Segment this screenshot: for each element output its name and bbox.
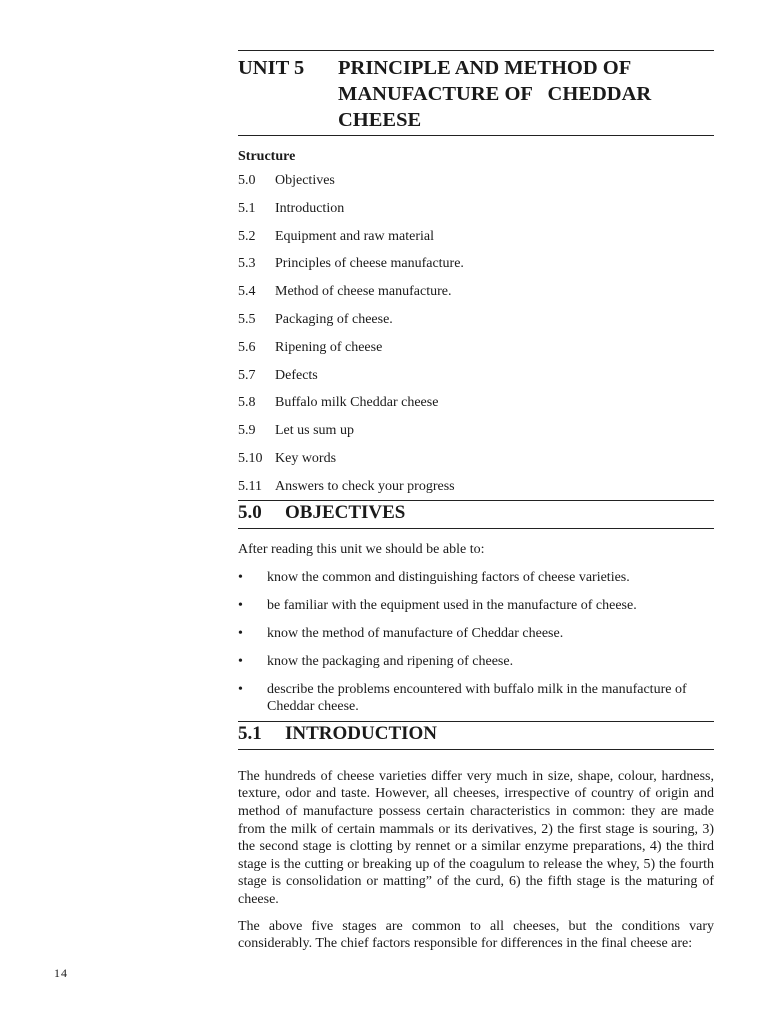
toc-number: 5.9 bbox=[238, 423, 256, 439]
toc-text: Let us sum up bbox=[275, 423, 354, 439]
bullet-icon: • bbox=[238, 681, 243, 697]
toc-item bbox=[238, 255, 714, 283]
toc-item bbox=[238, 311, 714, 339]
objective-item bbox=[238, 569, 714, 586]
section-number: 5.1 bbox=[238, 722, 262, 744]
toc-item bbox=[238, 283, 714, 311]
toc-number: 5.7 bbox=[238, 367, 256, 383]
bullet-icon: • bbox=[238, 625, 243, 641]
toc-text: Defects bbox=[275, 367, 318, 383]
toc-number: 5.10 bbox=[238, 450, 263, 466]
objectives-list bbox=[238, 569, 714, 715]
section-number: 5.0 bbox=[238, 501, 262, 523]
unit-title bbox=[338, 55, 714, 133]
objective-text: know the packaging and ripening of cheese. bbox=[267, 653, 514, 669]
toc-number: 5.8 bbox=[238, 395, 256, 411]
objective-item bbox=[238, 653, 714, 670]
toc-text: Principles of cheese manufacture. bbox=[275, 256, 464, 272]
unit-header-bottom-rule bbox=[238, 135, 714, 136]
toc-number: 5.6 bbox=[238, 339, 256, 355]
toc-number: 5.1 bbox=[238, 200, 256, 216]
toc-text: Objectives bbox=[275, 173, 335, 188]
section-bottom-rule bbox=[238, 528, 714, 529]
toc-item bbox=[238, 200, 714, 228]
section-bottom-rule bbox=[238, 749, 714, 750]
page-content bbox=[238, 50, 714, 953]
section-heading-introduction bbox=[238, 722, 714, 747]
paragraph: The above five stages are common to all cheeses, but the conditions vary considerably. The chief factors responsible for differences in the final cheese are: bbox=[238, 918, 714, 952]
unit-header bbox=[238, 51, 714, 135]
toc-item bbox=[238, 228, 714, 256]
toc-number: 5.0 bbox=[238, 173, 256, 188]
structure-heading: Structure bbox=[238, 149, 296, 164]
bullet-icon: • bbox=[238, 569, 243, 585]
objective-text: describe the problems encountered with buffalo milk in the manufacture of Cheddar cheese. bbox=[267, 681, 687, 714]
objective-text: know the common and distinguishing factors of cheese varieties. bbox=[267, 569, 630, 585]
unit-title-line: MANUFACTURE OF CHEDDAR bbox=[338, 83, 652, 105]
structure-list bbox=[238, 172, 714, 498]
objective-text: be familiar with the equipment used in the manufacture of cheese. bbox=[267, 597, 637, 613]
bullet-icon: • bbox=[238, 597, 243, 613]
introduction-body bbox=[238, 768, 714, 953]
toc-item bbox=[238, 339, 714, 367]
toc-text: Method of cheese manufacture. bbox=[275, 284, 452, 300]
toc-item bbox=[238, 422, 714, 450]
objectives-section bbox=[238, 500, 714, 529]
toc-item bbox=[238, 394, 714, 422]
toc-text: Packaging of cheese. bbox=[275, 311, 393, 327]
objective-text: know the method of manufacture of Cheddar cheese. bbox=[267, 625, 564, 641]
toc-text: Answers to check your progress bbox=[275, 478, 455, 494]
toc-number: 5.2 bbox=[238, 228, 256, 244]
toc-number: 5.5 bbox=[238, 311, 256, 327]
unit-title-line: PRINCIPLE AND METHOD OF bbox=[338, 57, 632, 79]
toc-text: Buffalo milk Cheddar cheese bbox=[275, 395, 439, 411]
toc-item bbox=[238, 367, 714, 395]
paragraph: The hundreds of cheese varieties differ very much in size, shape, colour, hardness, texture, odor and taste. However, all cheeses, irrespective of country of origin and method of manufacture possess certain characteristics in common: they are made from the milk of certain mammals or its derivatives, 2) the first stage is souring, 3) the second stage is clotting by rennet or a similar enzyme preparations, 4) the third stage is the cutting or breaking up of the coagulum to release the whey, 5) the fourth stage is consolidation or matting” of the curd, 6) the fifth stage is the maturing of cheese. bbox=[238, 768, 714, 907]
toc-number: 5.4 bbox=[238, 284, 256, 300]
page-number: 14 bbox=[54, 966, 68, 980]
toc-text: Equipment and raw material bbox=[275, 228, 434, 244]
toc-number: 5.11 bbox=[238, 478, 262, 494]
toc-item bbox=[238, 478, 714, 498]
introduction-section bbox=[238, 721, 714, 750]
toc-number: 5.3 bbox=[238, 256, 256, 272]
objective-item bbox=[238, 597, 714, 614]
toc-item bbox=[238, 450, 714, 478]
toc-text: Introduction bbox=[275, 200, 345, 216]
section-heading-objectives bbox=[238, 501, 714, 526]
toc-text: Ripening of cheese bbox=[275, 339, 383, 355]
unit-title-line: CHEESE bbox=[338, 109, 422, 131]
objective-item bbox=[238, 625, 714, 642]
bullet-icon: • bbox=[238, 653, 243, 669]
section-title: OBJECTIVES bbox=[285, 501, 406, 523]
toc-text: Key words bbox=[275, 450, 337, 466]
unit-label: UNIT 5 bbox=[238, 57, 305, 79]
objective-item bbox=[238, 681, 714, 715]
objectives-intro: After reading this unit we should be able to: bbox=[238, 541, 485, 557]
toc-item bbox=[238, 172, 714, 200]
section-title: INTRODUCTION bbox=[285, 722, 438, 744]
